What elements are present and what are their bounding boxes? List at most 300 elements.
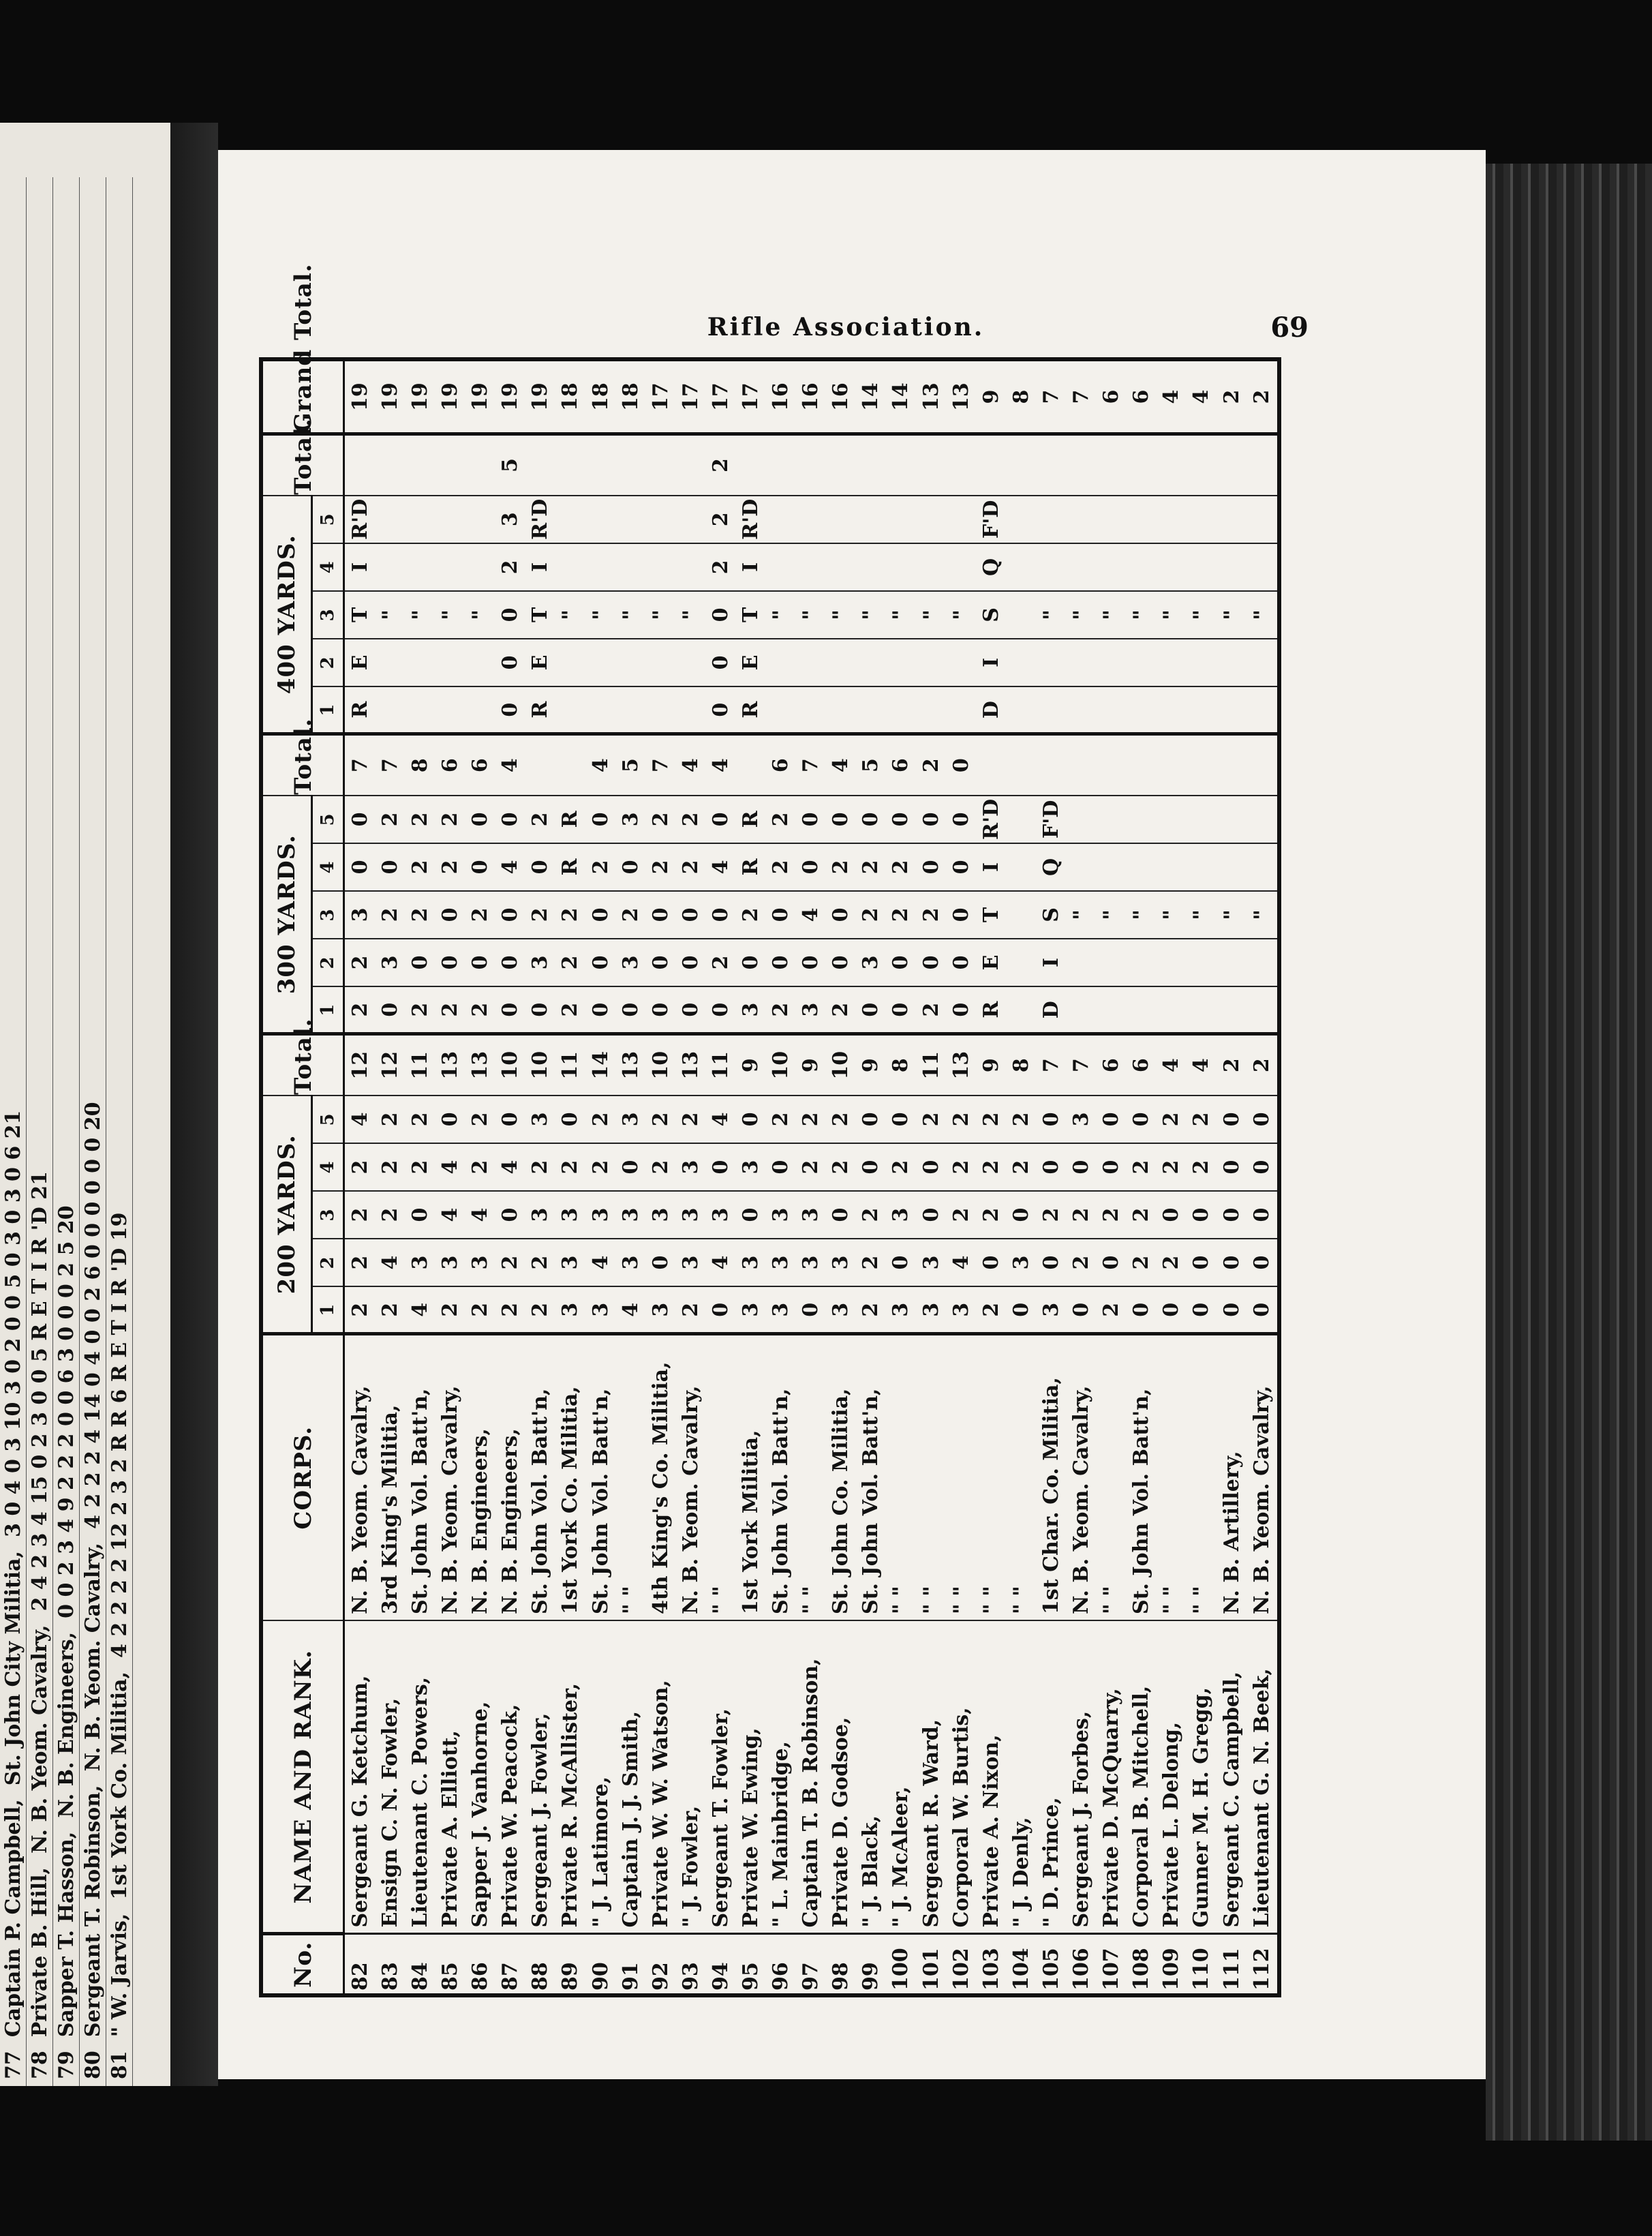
- shot-header-300-2: 2: [312, 939, 344, 986]
- score-400-shot: [675, 543, 705, 591]
- score-200-shot: 2: [375, 1286, 405, 1334]
- score-400-shot: T: [525, 591, 555, 639]
- total-300: 7: [344, 734, 376, 796]
- score-300-shot: [1157, 796, 1187, 843]
- score-200-shot: 3: [645, 1191, 675, 1239]
- row-number: 91: [615, 1934, 645, 1995]
- score-200-shot: 3: [705, 1191, 735, 1239]
- score-400-shot: [886, 686, 916, 734]
- score-200-shot: 3: [946, 1286, 976, 1334]
- total-200: 10: [645, 1034, 675, 1096]
- total-200: 11: [916, 1034, 946, 1096]
- score-400-shot: [405, 496, 435, 543]
- total-200: 2: [1246, 1034, 1279, 1096]
- score-300-shot: 2: [766, 796, 796, 843]
- name-and-rank: " J. Fowler,: [675, 1620, 705, 1934]
- row-number: 108: [1127, 1934, 1157, 1995]
- score-400-shot: T: [735, 591, 765, 639]
- score-200-shot: 0: [1217, 1191, 1246, 1239]
- score-200-shot: 2: [525, 1286, 555, 1334]
- score-300-shot: [1157, 939, 1187, 986]
- total-300: [976, 734, 1006, 796]
- row-number: 92: [645, 1934, 675, 1995]
- score-300-shot: 0: [585, 796, 615, 843]
- total-400: [1217, 434, 1246, 496]
- score-400-shot: 2: [495, 543, 525, 591]
- score-200-shot: 0: [1127, 1286, 1157, 1334]
- score-300-shot: F'D: [1036, 796, 1066, 843]
- score-400-shot: 0: [495, 591, 525, 639]
- score-400-shot: [1006, 496, 1036, 543]
- score-200-shot: 2: [1036, 1191, 1066, 1239]
- score-400-shot: 0: [495, 639, 525, 686]
- row-number: 94: [705, 1934, 735, 1995]
- grand-total: 4: [1157, 359, 1187, 434]
- table-row: [585, 359, 615, 1995]
- score-400-shot: [1246, 686, 1279, 734]
- score-200-shot: 2: [1187, 1143, 1217, 1191]
- score-300-shot: R: [555, 796, 585, 843]
- grand-total: 17: [675, 359, 705, 434]
- corps: " ": [1187, 1334, 1217, 1620]
- score-400-shot: [1097, 686, 1127, 734]
- score-400-shot: [1006, 591, 1036, 639]
- score-200-shot: 0: [976, 1239, 1006, 1286]
- score-300-shot: 0: [946, 843, 976, 891]
- shot-header-200-2: 2: [312, 1239, 344, 1286]
- name-and-rank: " J. McAleer,: [886, 1620, 916, 1934]
- score-300-shot: [1067, 939, 1097, 986]
- row-number: 106: [1067, 1934, 1097, 1995]
- score-300-shot: 2: [615, 891, 645, 939]
- table-row: [1067, 359, 1097, 1995]
- shot-header-200-5: 5: [312, 1096, 344, 1143]
- score-200-shot: 2: [375, 1191, 405, 1239]
- shot-header-400-3: 3: [312, 591, 344, 639]
- score-300-shot: 2: [405, 891, 435, 939]
- total-300: [525, 734, 555, 796]
- score-300-shot: 2: [435, 843, 465, 891]
- score-300-shot: ": [1097, 891, 1127, 939]
- score-200-shot: 0: [1187, 1286, 1217, 1334]
- grand-total: 2: [1246, 359, 1279, 434]
- grand-total: 17: [705, 359, 735, 434]
- score-200-shot: 0: [1036, 1096, 1066, 1143]
- score-400-shot: R'D: [525, 496, 555, 543]
- score-300-shot: 0: [705, 796, 735, 843]
- score-400-shot: I: [976, 639, 1006, 686]
- score-400-shot: [645, 496, 675, 543]
- left-page-row: [53, 177, 80, 2086]
- table-row: [1187, 359, 1217, 1995]
- table-row: [375, 359, 405, 1995]
- shot-header-200-1: 1: [312, 1286, 344, 1334]
- total-200: 10: [525, 1034, 555, 1096]
- score-300-shot: R'D: [976, 796, 1006, 843]
- score-400-shot: [856, 686, 886, 734]
- corps: St. John Vol. Batt'n,: [525, 1334, 555, 1620]
- score-200-shot: 3: [766, 1191, 796, 1239]
- row-number: 107: [1097, 1934, 1127, 1995]
- score-300-shot: 0: [826, 939, 856, 986]
- score-200-shot: 3: [405, 1239, 435, 1286]
- name-and-rank: Private A. Nixon,: [976, 1620, 1006, 1934]
- score-300-shot: ": [1157, 891, 1187, 939]
- score-300-shot: 0: [645, 939, 675, 986]
- score-300-shot: 2: [826, 843, 856, 891]
- score-300-shot: [1067, 986, 1097, 1034]
- table-row: [1036, 359, 1066, 1995]
- name-and-rank: Sapper J. Vanhorne,: [465, 1620, 495, 1934]
- score-200-shot: 0: [735, 1191, 765, 1239]
- total-400: [946, 434, 976, 496]
- score-400-shot: [405, 686, 435, 734]
- score-200-shot: 0: [1217, 1286, 1246, 1334]
- score-200-shot: 3: [766, 1286, 796, 1334]
- score-200-shot: 3: [886, 1191, 916, 1239]
- score-300-shot: 0: [675, 939, 705, 986]
- total-300: 5: [615, 734, 645, 796]
- score-200-shot: 3: [675, 1239, 705, 1286]
- score-300-shot: [1217, 986, 1246, 1034]
- score-300-shot: I: [1036, 939, 1066, 986]
- score-300-shot: 2: [525, 891, 555, 939]
- score-300-shot: 0: [796, 939, 826, 986]
- score-300-shot: 0: [735, 939, 765, 986]
- grand-total: 14: [856, 359, 886, 434]
- score-300-shot: [1187, 843, 1217, 891]
- grand-total: 16: [766, 359, 796, 434]
- name-and-rank: " J. Denly,: [1006, 1620, 1036, 1934]
- score-400-shot: [1217, 496, 1246, 543]
- total-300: 4: [826, 734, 856, 796]
- score-200-shot: 2: [435, 1286, 465, 1334]
- corps: N. B. Engineers,: [495, 1334, 525, 1620]
- row-number: 82: [344, 1934, 376, 1995]
- grand-total: 2: [1217, 359, 1246, 434]
- score-300-shot: 0: [675, 986, 705, 1034]
- score-400-shot: [916, 543, 946, 591]
- score-400-shot: R'D: [344, 496, 376, 543]
- corps: N. B. Yeom. Cavalry,: [675, 1334, 705, 1620]
- col-header-200-yards: 200 YARDS.: [261, 1096, 312, 1334]
- total-200: 9: [735, 1034, 765, 1096]
- score-300-shot: 2: [886, 843, 916, 891]
- score-300-shot: D: [1036, 986, 1066, 1034]
- score-300-shot: 3: [615, 796, 645, 843]
- score-200-shot: 3: [766, 1239, 796, 1286]
- total-300: [1006, 734, 1036, 796]
- score-200-shot: 2: [1127, 1191, 1157, 1239]
- col-header-name: NAME AND RANK.: [261, 1620, 344, 1934]
- total-200: 11: [705, 1034, 735, 1096]
- corps: " ": [796, 1334, 826, 1620]
- row-number: 104: [1006, 1934, 1036, 1995]
- score-300-shot: 2: [766, 843, 796, 891]
- score-200-shot: 2: [946, 1191, 976, 1239]
- score-400-shot: [555, 496, 585, 543]
- score-300-shot: 2: [375, 891, 405, 939]
- score-400-shot: [1067, 496, 1097, 543]
- score-400-shot: [555, 543, 585, 591]
- grand-total: 17: [735, 359, 765, 434]
- shot-header-300-5: 5: [312, 796, 344, 843]
- total-200: 9: [796, 1034, 826, 1096]
- col-header-total-200: Total.: [261, 1034, 344, 1096]
- total-400: [405, 434, 435, 496]
- score-400-shot: ": [465, 591, 495, 639]
- score-200-shot: 2: [585, 1096, 615, 1143]
- score-200-shot: 3: [615, 1239, 645, 1286]
- score-400-shot: ": [675, 591, 705, 639]
- total-200: 13: [435, 1034, 465, 1096]
- score-300-shot: [1006, 843, 1036, 891]
- table-row: [465, 359, 495, 1995]
- corps: St. John Vol. Batt'n,: [766, 1334, 796, 1620]
- score-400-shot: S: [976, 591, 1006, 639]
- left-page-row: [106, 177, 133, 2086]
- left-page-name: " W. Jarvis,: [107, 1913, 132, 2038]
- score-400-shot: [465, 639, 495, 686]
- left-page-scores: 2 4 2 3 4 15 0 2 3 0 0 5 R E T I R 'D 21: [27, 1171, 52, 1612]
- score-200-shot: 2: [344, 1191, 376, 1239]
- score-300-shot: 3: [615, 939, 645, 986]
- total-200: 12: [344, 1034, 376, 1096]
- total-400: [1036, 434, 1066, 496]
- left-page-no: 80: [80, 2051, 105, 2079]
- score-400-shot: T: [344, 591, 376, 639]
- total-300: 2: [916, 734, 946, 796]
- score-200-shot: 2: [1187, 1096, 1217, 1143]
- score-200-shot: 2: [976, 1096, 1006, 1143]
- total-400: [344, 434, 376, 496]
- left-page-scores: 4 2 2 2 2 12 2 3 2 R R 6 R E T I R 'D 19: [107, 1212, 132, 1658]
- table-row: [1246, 359, 1279, 1995]
- left-page-corps: N. B. Engineers,: [54, 1631, 78, 1818]
- score-200-shot: 3: [916, 1286, 946, 1334]
- score-200-shot: 0: [796, 1286, 826, 1334]
- score-200-shot: 0: [1246, 1239, 1279, 1286]
- score-300-shot: [1006, 939, 1036, 986]
- table-row: [645, 359, 675, 1995]
- corps: N. B. Artillery,: [1217, 1334, 1246, 1620]
- score-200-shot: 3: [555, 1239, 585, 1286]
- score-400-shot: [1036, 686, 1066, 734]
- score-300-shot: [1097, 796, 1127, 843]
- score-300-shot: 0: [675, 891, 705, 939]
- score-300-shot: [1217, 843, 1246, 891]
- table-row: [916, 359, 946, 1995]
- total-400: [375, 434, 405, 496]
- total-300: 7: [375, 734, 405, 796]
- row-number: 95: [735, 1934, 765, 1995]
- scores-table-rotated: [259, 361, 1281, 1997]
- score-400-shot: [1036, 639, 1066, 686]
- total-300: 5: [856, 734, 886, 796]
- score-300-shot: 0: [585, 986, 615, 1034]
- score-300-shot: 0: [435, 891, 465, 939]
- total-400: [435, 434, 465, 496]
- name-and-rank: Sergeant C. Campbell,: [1217, 1620, 1246, 1934]
- score-400-shot: ": [375, 591, 405, 639]
- score-400-shot: [1127, 686, 1157, 734]
- table-row: [405, 359, 435, 1995]
- total-300: 6: [766, 734, 796, 796]
- score-200-shot: 3: [675, 1191, 705, 1239]
- total-300: [555, 734, 585, 796]
- score-300-shot: 0: [826, 796, 856, 843]
- score-200-shot: 2: [796, 1096, 826, 1143]
- score-300-shot: 0: [946, 986, 976, 1034]
- score-200-shot: 2: [1127, 1239, 1157, 1286]
- score-200-shot: 2: [826, 1143, 856, 1191]
- score-400-shot: E: [344, 639, 376, 686]
- score-300-shot: ": [1246, 891, 1279, 939]
- score-300-shot: 0: [856, 986, 886, 1034]
- row-number: 96: [766, 1934, 796, 1995]
- col-header-grand-total: [261, 359, 344, 434]
- score-400-shot: [615, 639, 645, 686]
- score-200-shot: 0: [1097, 1096, 1127, 1143]
- score-400-shot: ": [916, 591, 946, 639]
- score-200-shot: 2: [946, 1143, 976, 1191]
- shot-header-400-1: 1: [312, 686, 344, 734]
- grand-total: 18: [615, 359, 645, 434]
- score-300-shot: 2: [705, 939, 735, 986]
- score-200-shot: 0: [1246, 1143, 1279, 1191]
- score-300-shot: 2: [766, 986, 796, 1034]
- score-200-shot: 2: [1157, 1239, 1187, 1286]
- col-header-total-300: Total.: [261, 734, 344, 796]
- total-300: 4: [495, 734, 525, 796]
- score-300-shot: 0: [916, 939, 946, 986]
- corps: " ": [1097, 1334, 1127, 1620]
- score-200-shot: 0: [1067, 1143, 1097, 1191]
- score-400-shot: [375, 543, 405, 591]
- col-header-no: No.: [261, 1934, 344, 1995]
- score-300-shot: S: [1036, 891, 1066, 939]
- name-and-rank: Sergeant T. Fowler,: [705, 1620, 735, 1934]
- score-300-shot: 2: [344, 986, 376, 1034]
- total-400: [1157, 434, 1187, 496]
- score-200-shot: 2: [645, 1143, 675, 1191]
- score-400-shot: [675, 686, 705, 734]
- left-page-no: 79: [54, 2051, 78, 2079]
- total-400: [856, 434, 886, 496]
- total-300: [1246, 734, 1279, 796]
- score-300-shot: 2: [405, 843, 435, 891]
- total-200: 10: [495, 1034, 525, 1096]
- table-row: [1127, 359, 1157, 1995]
- score-400-shot: [916, 639, 946, 686]
- shot-header-400-5: 5: [312, 496, 344, 543]
- score-400-shot: [1036, 496, 1066, 543]
- score-200-shot: 3: [555, 1191, 585, 1239]
- score-300-shot: 2: [916, 891, 946, 939]
- score-400-shot: R: [344, 686, 376, 734]
- score-200-shot: 2: [1067, 1191, 1097, 1239]
- left-page-no: 77: [1, 2051, 25, 2079]
- score-300-shot: [1246, 939, 1279, 986]
- score-400-shot: [1006, 686, 1036, 734]
- score-400-shot: [1157, 639, 1187, 686]
- score-200-shot: 3: [465, 1239, 495, 1286]
- score-300-shot: E: [976, 939, 1006, 986]
- score-400-shot: [615, 543, 645, 591]
- total-300: [1157, 734, 1187, 796]
- score-300-shot: 0: [375, 843, 405, 891]
- name-and-rank: Gunner M. H. Gregg,: [1187, 1620, 1217, 1934]
- score-400-shot: [645, 686, 675, 734]
- total-300: [1187, 734, 1217, 796]
- score-400-shot: [1067, 639, 1097, 686]
- left-page-corps: N. B. Yeom. Cavalry,: [80, 1542, 105, 1772]
- score-300-shot: 4: [705, 843, 735, 891]
- score-300-shot: 2: [856, 891, 886, 939]
- table-row: [826, 359, 856, 1995]
- grand-total: 19: [435, 359, 465, 434]
- score-400-shot: [1217, 543, 1246, 591]
- score-200-shot: 2: [976, 1286, 1006, 1334]
- score-300-shot: 0: [705, 891, 735, 939]
- col-header-corps: CORPS.: [261, 1334, 344, 1620]
- book-page-edges: [1486, 164, 1652, 2141]
- score-400-shot: [645, 543, 675, 591]
- total-300: 6: [465, 734, 495, 796]
- score-200-shot: 2: [555, 1143, 585, 1191]
- total-400: [766, 434, 796, 496]
- score-200-shot: 2: [645, 1096, 675, 1143]
- total-200: 11: [555, 1034, 585, 1096]
- score-200-shot: 4: [495, 1143, 525, 1191]
- score-400-shot: [796, 639, 826, 686]
- score-400-shot: ": [856, 591, 886, 639]
- score-400-shot: ": [886, 591, 916, 639]
- score-200-shot: 0: [886, 1096, 916, 1143]
- score-400-shot: [1127, 496, 1157, 543]
- score-300-shot: [1157, 843, 1187, 891]
- score-400-shot: [946, 639, 976, 686]
- score-300-shot: T: [976, 891, 1006, 939]
- score-300-shot: 2: [735, 891, 765, 939]
- total-300: 4: [585, 734, 615, 796]
- corps: " ": [916, 1334, 946, 1620]
- score-300-shot: 3: [856, 939, 886, 986]
- total-300: 6: [886, 734, 916, 796]
- shot-header-300-3: 3: [312, 891, 344, 939]
- score-200-shot: 4: [465, 1191, 495, 1239]
- score-200-shot: 2: [856, 1239, 886, 1286]
- score-300-shot: 3: [344, 891, 376, 939]
- score-300-shot: R: [735, 796, 765, 843]
- table-row: [1157, 359, 1187, 1995]
- score-300-shot: [1187, 939, 1217, 986]
- score-400-shot: [1187, 639, 1217, 686]
- name-and-rank: Ensign C. N. Fowler,: [375, 1620, 405, 1934]
- score-200-shot: 4: [705, 1239, 735, 1286]
- score-200-shot: 0: [1097, 1143, 1127, 1191]
- total-300: [1097, 734, 1127, 796]
- total-400: [735, 434, 765, 496]
- row-number: 98: [826, 1934, 856, 1995]
- score-400-shot: 0: [705, 639, 735, 686]
- score-200-shot: 2: [1157, 1096, 1187, 1143]
- left-page-row: [27, 177, 53, 2086]
- grand-total: 14: [886, 359, 916, 434]
- name-and-rank: Corporal W. Burtis,: [946, 1620, 976, 1934]
- score-300-shot: ": [1127, 891, 1157, 939]
- name-and-rank: Private W. Peacock,: [495, 1620, 525, 1934]
